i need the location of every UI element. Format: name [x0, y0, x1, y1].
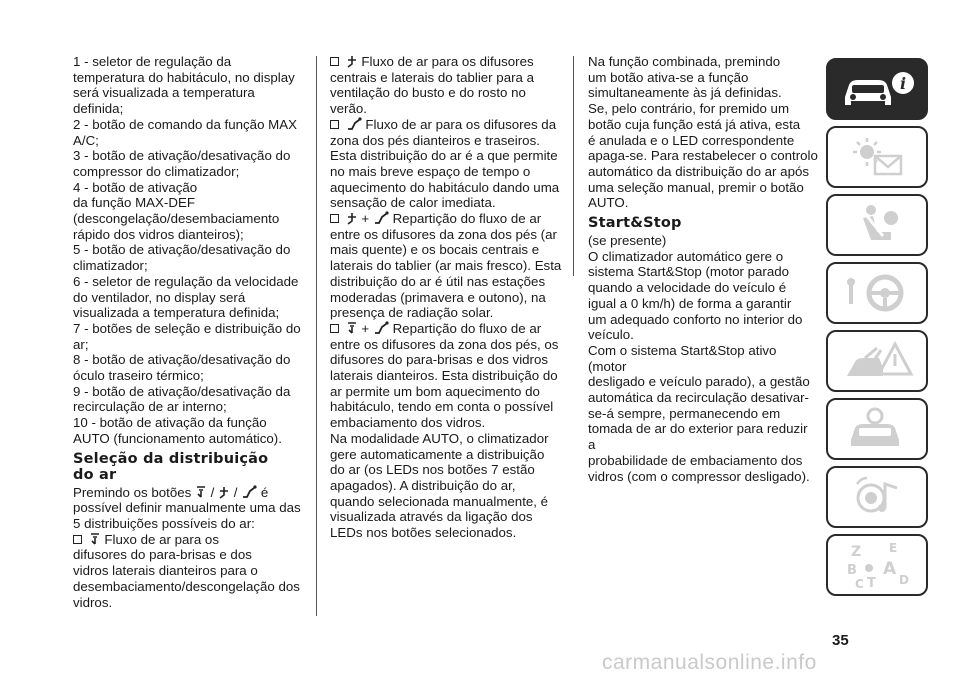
paragraph-line: ventilação do busto e do rosto no	[330, 85, 526, 101]
car-info-icon	[837, 67, 917, 111]
paragraph-line: 5 - botão de ativação/desativação do	[73, 242, 291, 258]
paragraph-line: 9 - botão de ativação/desativação da	[73, 383, 291, 399]
index-letter: E	[889, 541, 898, 555]
heading-line: Seleção da distribuição	[73, 450, 269, 467]
tab-warning-lights[interactable]	[826, 126, 928, 188]
paragraph-line: do ventilador, no display será	[73, 289, 246, 305]
road-hazard-icon	[837, 338, 917, 384]
paragraph-line: veículo.	[588, 327, 634, 343]
paragraph-line: distribuição do ar é útil nas estações	[330, 273, 546, 289]
paragraph-line: Premindo os botões / / é	[73, 484, 269, 500]
paragraph-line: moderadas (primavera e outono), na	[330, 289, 546, 305]
paragraph-line: visualizada através da ligação dos	[330, 509, 533, 525]
paragraph-line: visualizada a temperatura definida;	[73, 305, 280, 321]
paragraph-line: + Repartição do fluxo de ar	[330, 211, 562, 227]
paragraph-line: rápido dos vidros dianteiros);	[73, 226, 244, 242]
tab-infotainment[interactable]	[826, 466, 928, 528]
square-bullet-icon	[330, 57, 339, 66]
watermark: carmanualsonline.info	[602, 651, 817, 674]
airflow-face-icon	[218, 485, 230, 499]
car-maintenance-icon	[837, 406, 917, 452]
paragraph-line: 7 - botões de seleção e distribuição do	[73, 320, 301, 336]
paragraph-line: 3 - botão de ativação/desativação do	[73, 148, 291, 164]
paragraph-line: mais quente) e os bocais centrais e	[330, 242, 540, 258]
paragraph-line: óculo traseiro térmico;	[73, 368, 204, 384]
paragraph-line: climatizador;	[73, 258, 148, 274]
index-letter: C	[855, 577, 864, 590]
square-bullet-icon	[73, 535, 82, 544]
column-divider	[316, 56, 317, 616]
paragraph-line: zona dos pés dianteiros e traseiros.	[330, 132, 540, 148]
paragraph-line: 10 - botão de ativação da função	[73, 415, 267, 431]
paragraph-line: se-á sempre, permanecendo em	[588, 405, 781, 421]
paragraph-line: difusores do para-brisas e dos vidros	[330, 352, 549, 368]
svg-text:i: i	[899, 74, 907, 93]
paragraph-line: AUTO (funcionamento automático).	[73, 430, 282, 446]
paragraph-line: aquecimento do habitáculo dando uma	[330, 179, 560, 195]
paragraph-line: Fluxo de ar para os difusores	[330, 54, 562, 70]
airflow-face-icon	[346, 211, 358, 225]
paragraph-line: vidros laterais dianteiros para o	[73, 563, 258, 579]
paragraph-line: desembaciamento/descongelação dos	[73, 578, 300, 594]
paragraph-line: habitáculo, tendo em conta o possível	[330, 399, 554, 415]
paragraph-line: (se presente)	[588, 233, 667, 249]
paragraph-line: Na modalidade AUTO, o climatizador	[330, 430, 549, 446]
warning-lights-icon	[837, 134, 917, 180]
paragraph-line: da função MAX-DEF	[73, 195, 195, 211]
paragraph-line: presença de radiação solar.	[330, 305, 494, 321]
paragraph-line: será visualizada a temperatura definida;	[73, 85, 255, 117]
paragraph-line: ar permite um bom aquecimento do	[330, 383, 540, 399]
airflow-windshield-icon	[195, 485, 207, 499]
airflow-windshield-icon	[346, 321, 358, 335]
paragraph-line: 5 distribuições possíveis do ar:	[73, 515, 255, 531]
paragraph-line: vidros.	[73, 594, 113, 610]
index-letter: D	[899, 573, 909, 587]
paragraph-line: laterais do tablier (ar mais fresco). Esta	[330, 258, 562, 274]
paragraph-line: probabilidade de embaciamento dos	[588, 452, 803, 468]
paragraph-line: difusores do para-brisas e dos	[73, 547, 252, 563]
index-letter: T	[867, 576, 876, 590]
steering-wheel-icon	[837, 270, 917, 316]
paragraph-line: + Repartição do fluxo de ar	[330, 321, 562, 337]
square-bullet-icon	[330, 120, 339, 129]
tab-steering-wheel[interactable]	[826, 262, 928, 324]
paragraph-line: gere automaticamente a distribuição	[330, 446, 545, 462]
paragraph-line: laterais dianteiros. Esta distribuição do	[330, 368, 558, 384]
paragraph-line: ar;	[73, 336, 89, 352]
paragraph-line: um botão ativa-se a função	[588, 69, 749, 85]
paragraph-line: Na função combinada, premindo	[588, 54, 781, 69]
paragraph-line: apagados). A distribuição do ar,	[330, 477, 516, 493]
paragraph-line: centrais e laterais do tablier para a	[330, 69, 534, 85]
section-heading-start-stop: Start&Stop	[588, 215, 682, 232]
heading-line: do ar	[73, 466, 117, 483]
paragraph-line: Fluxo de ar para os	[73, 532, 301, 548]
infotainment-icon	[837, 474, 917, 520]
paragraph-line: 4 - botão de ativação	[73, 179, 198, 195]
paragraph-line: sistema Start&Stop (motor parado	[588, 264, 790, 280]
chapter-tab-bar	[826, 58, 928, 602]
paragraph-line: Se, pelo contrário, for premido um	[588, 101, 790, 117]
paragraph-line: 8 - botão de ativação/desativação do	[73, 352, 291, 368]
paragraph-line: 2 - botão de comando da função MAX	[73, 116, 297, 132]
paragraph-line: automático da distribuição do ar após	[588, 163, 810, 179]
paragraph-line: quando a velocidade do veículo é	[588, 280, 787, 296]
paragraph-line: LEDs nos botões selecionados.	[330, 525, 517, 541]
tab-road-hazard[interactable]	[826, 330, 928, 392]
seat-airbag-icon	[837, 202, 917, 248]
airflow-feet-icon	[373, 211, 389, 225]
paragraph-line: entre os difusores da zona dos pés (ar	[330, 226, 557, 242]
index-letter: A	[883, 559, 897, 579]
tab-seat-airbag[interactable]	[826, 194, 928, 256]
paragraph-line: Com o sistema Start&Stop ativo (motor	[588, 342, 777, 374]
text-column-2	[330, 54, 562, 541]
paragraph-line: automática da recirculação desativar-	[588, 390, 809, 406]
paragraph-line: temperatura do habitáculo, no display	[73, 69, 295, 85]
tab-car-maintenance[interactable]	[826, 398, 928, 460]
page-number: 35	[832, 632, 849, 649]
square-bullet-icon	[330, 324, 339, 333]
paragraph-line: verão.	[330, 101, 367, 117]
alphabetical-index-icon	[837, 540, 917, 590]
paragraph-line: 1 - seletor de regulação da	[73, 54, 232, 69]
paragraph-line: 6 - seletor de regulação da velocidade	[73, 273, 299, 289]
airflow-face-icon	[346, 54, 358, 68]
paragraph-line: vidros (com o compressor desligado).	[588, 468, 810, 484]
paragraph-line: O climatizador automático gere o	[588, 248, 784, 264]
paragraph-line: sensação de calor imediata.	[330, 195, 496, 211]
text-column-3	[588, 54, 818, 484]
paragraph-line: botão cuja função está já ativa, esta	[588, 116, 801, 132]
tab-car-info[interactable]	[826, 58, 928, 120]
section-heading-distribution	[73, 451, 301, 483]
paragraph-line: quando selecionada manualmente, é	[330, 493, 549, 509]
paragraph-line: uma seleção manual, premir o botão	[588, 179, 804, 195]
paragraph-line: tomada de ar do exterior para reduzir a	[588, 421, 808, 453]
index-letter: Z	[851, 544, 862, 560]
text-column-1	[73, 54, 301, 610]
paragraph-line: do ar (os LEDs nos botões 7 estão	[330, 462, 535, 478]
airflow-feet-icon	[241, 485, 257, 499]
paragraph-line: um adequado conforto no interior do	[588, 311, 803, 327]
square-bullet-icon	[330, 214, 339, 223]
airflow-feet-icon	[346, 117, 362, 131]
airflow-windshield-icon	[89, 532, 101, 546]
airflow-feet-icon	[373, 321, 389, 335]
paragraph-line: (descongelação/desembaciamento	[73, 211, 280, 227]
paragraph-line: apaga-se. Para restabelecer o controlo	[588, 148, 818, 164]
paragraph-line: AUTO.	[588, 195, 629, 211]
paragraph-line: possível definir manualmente uma das	[73, 500, 301, 516]
paragraph-line: no mais breve espaço de tempo o	[330, 163, 531, 179]
column-divider	[573, 56, 574, 276]
paragraph-line: Fluxo de ar para os difusores da	[330, 117, 562, 133]
paragraph-line: igual a 0 km/h) de forma a garantir	[588, 295, 792, 311]
paragraph-line: embaciamento dos vidros.	[330, 415, 486, 431]
paragraph-line: compressor do climatizador;	[73, 163, 240, 179]
paragraph-line: é anulada e o LED correspondente	[588, 132, 795, 148]
index-letter: B	[847, 563, 857, 578]
paragraph-line: A/C;	[73, 132, 99, 148]
paragraph-line: Esta distribuição do ar é a que permite	[330, 148, 558, 164]
paragraph-line: simultaneamente às já definidas.	[588, 85, 782, 101]
tab-alphabetical-index[interactable]	[826, 534, 928, 596]
paragraph-line: recirculação de ar interno;	[73, 399, 227, 415]
paragraph-line: entre os difusores da zona dos pés, os	[330, 336, 559, 352]
paragraph-line: desligado e veículo parado), a gestão	[588, 374, 810, 390]
